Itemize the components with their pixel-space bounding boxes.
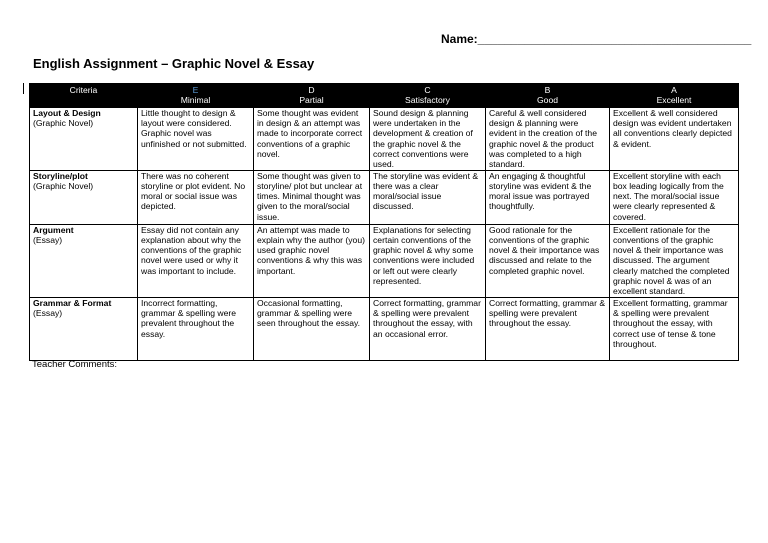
descriptor-cell: Correct formatting, grammar & spelling were prevalent throughout the essay, with an occasional error. [370, 297, 486, 360]
criterion-cell [30, 224, 138, 297]
descriptor-cell: The storyline was evident & there was a clear moral/social issue discussed. [370, 170, 486, 224]
level-header-a [610, 84, 739, 108]
level-grade: C [424, 85, 431, 95]
level-grade: E [192, 85, 199, 95]
level-header-c [370, 84, 486, 108]
descriptor-cell: An engaging & thoughtful storyline was evident & the moral issue was portrayed thoughtfully. [486, 170, 610, 224]
level-label: Minimal [180, 95, 211, 106]
level-label: Partial [299, 95, 324, 106]
descriptor-cell: Good rationale for the conventions of the graphic novel & their importance was discussed and relate to the completed graphic novel. [486, 224, 610, 297]
rubric-row-argument [30, 224, 739, 297]
descriptor-cell: Excellent formatting, grammar & spelling were prevalent throughout the essay, with correct use of tense & tone throughout. [610, 297, 739, 360]
descriptor-cell: Careful & well considered design & planning were evident in the creation of the graphic novel & the product was completed to a high standard. [486, 107, 610, 170]
descriptor-cell: Excellent & well considered design was evident undertaken all conventions clearly depicted & evident. [610, 107, 739, 170]
criterion-name: Storyline/plot [33, 170, 88, 181]
criterion-cell [30, 297, 138, 360]
descriptor-cell: Occasional formatting, grammar & spelling were seen throughout the essay. [254, 297, 370, 360]
criterion-cell [30, 170, 138, 224]
level-grade: B [544, 85, 551, 95]
criterion-cell [30, 107, 138, 170]
descriptor-cell: Little thought to design & layout were considered. Graphic novel was unfinished or not submitted. [138, 107, 254, 170]
rubric-row-layout-design [30, 107, 739, 170]
descriptor-cell: There was no coherent storyline or plot evident. No moral or social issue was depicted. [138, 170, 254, 224]
criterion-sub: (Essay) [33, 308, 63, 318]
descriptor-cell: Sound design & planning were undertaken in the development & creation of the graphic novel & the correct conventions were used. [370, 107, 486, 170]
criterion-name: Argument [33, 224, 74, 235]
descriptor-cell: Explanations for selecting certain conventions of the graphic novel & why some conventions were included or left out were clearly represented. [370, 224, 486, 297]
rubric-row-grammar-format [30, 297, 739, 360]
descriptor-cell: Excellent storyline with each box leading logically from the next. The moral/social issue were clearly represented & covered. [610, 170, 739, 224]
criterion-name: Grammar & Format [33, 297, 112, 308]
criterion-sub: (Graphic Novel) [33, 117, 94, 128]
descriptor-cell: Essay did not contain any explanation about why the conventions of the graphic novel were used or why it was important to include. [138, 224, 254, 297]
descriptor-cell: Excellent rationale for the conventions of the graphic novel & their importance was discussed. The argument clearly matched the completed graphic novel & was of an excellent standard. [610, 224, 739, 297]
rubric-table [29, 83, 739, 361]
descriptor-cell: Some thought was evident in design & an attempt was made to incorporate correct conventions of a graphic novel. [254, 107, 370, 170]
criteria-header: Criteria [30, 84, 138, 108]
criterion-sub: (Essay) [33, 234, 63, 245]
descriptor-cell: An attempt was made to explain why the author (you) used graphic novel conventions & why this was important. [254, 224, 370, 297]
criterion-name: Layout & Design [33, 107, 101, 118]
rubric-row-storyline [30, 170, 739, 224]
level-label: Good [536, 95, 559, 106]
rubric-header-row [30, 84, 739, 108]
margin-mark [23, 83, 24, 94]
level-label: Satisfactory [405, 95, 450, 106]
page-title: English Assignment – Graphic Novel & Essay [33, 56, 315, 71]
descriptor-cell: Incorrect formatting, grammar & spelling were prevalent throughout the essay. [138, 297, 254, 360]
name-field-label: Name:_________________________________________ [441, 32, 752, 46]
level-grade: A [671, 85, 677, 95]
level-header-e [138, 84, 254, 108]
level-label: Excellent [656, 95, 692, 106]
level-grade: D [308, 85, 315, 95]
descriptor-cell: Correct formatting, grammar & spelling were prevalent throughout the essay. [486, 297, 610, 360]
criterion-sub: (Graphic Novel) [33, 180, 94, 191]
descriptor-cell: Some thought was given to storyline/ plot but unclear at times. Minimal thought was given to the moral/social issue. [254, 170, 370, 224]
teacher-comments-label: Teacher Comments: [32, 359, 118, 370]
level-header-d [254, 84, 370, 108]
level-header-b [486, 84, 610, 108]
